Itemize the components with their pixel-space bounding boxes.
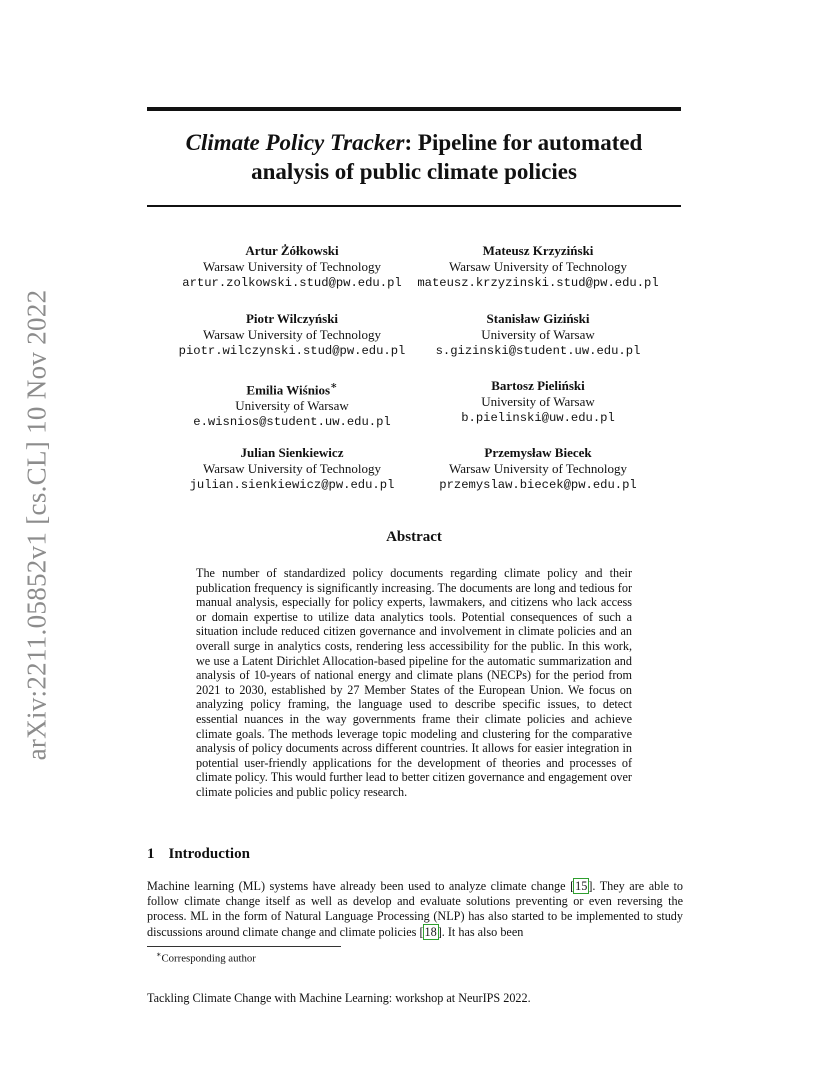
title-rest-line1: : Pipeline for automated — [404, 130, 643, 155]
author-email[interactable]: piotr.wilczynski.stud@pw.edu.pl — [178, 344, 406, 358]
section-title: Introduction — [168, 846, 250, 862]
venue-note: Tackling Climate Change with Machine Learning: workshop at NeurIPS 2022. — [147, 991, 531, 1005]
author-email[interactable]: s.gizinski@student.uw.edu.pl — [435, 344, 641, 358]
author-affiliation: University of Warsaw — [481, 394, 595, 409]
title-bottom-rule — [147, 205, 681, 207]
author-name: Julian Sienkiewicz — [240, 445, 344, 460]
footnote-marker: ∗ — [156, 950, 162, 959]
footnote-text: Corresponding author — [161, 952, 256, 965]
author-block — [388, 445, 688, 493]
section-heading — [147, 846, 250, 863]
intro-text-part: ]. It has also been — [437, 924, 524, 939]
intro-text-part: Machine learning (ML) systems have already been used to analyze climate change [ — [147, 879, 575, 893]
author-name: Przemysław Biecek — [484, 445, 592, 460]
title-top-rule — [147, 107, 681, 111]
abstract-heading: Abstract — [386, 529, 442, 545]
author-block — [388, 243, 688, 291]
author-name-text: Emilia Wiśnios — [246, 382, 331, 398]
author-email[interactable]: artur.zolkowski.stud@pw.edu.pl — [182, 276, 402, 290]
title-line2: analysis of public climate policies — [251, 159, 577, 184]
author-name: Mateusz Krzyziński — [482, 243, 594, 258]
citation-link[interactable]: 18 — [424, 924, 437, 939]
abstract-text: The number of standardized policy documents regarding climate policy and their publication frequency is significantly increasing. The documents are long and tedious for manual analysis, especially for policy experts, lawmakers, and citizens who lack access or domain expertise to utilize data analytics tools. Potential consequences of such a situation include reduced citizen governance and involvement in climate policies and an overall surge in analytics costs, rendering less accessibility for the public. In this work, we use a Latent Dirichlet Allocation-based pipeline for the automatic summarization and analysis of 10-years of national energy and climate plans (NECPs) for the period from 2021 to 2030, established by 27 Member States of the European Union. We focus on analyzing policy framing, the language used to describe specific issues, to detect essential nuances in the way governments frame their climate policies and achieve climate goals. The methods leverage topic modeling and clustering for the comparative analysis of policy documents across different countries. It allows for easier integration in potential user-friendly applications for the development of theories and processes of climate policy. This would further lead to better citizen governance and engagement over climate policies and public policy research. — [196, 566, 632, 799]
arxiv-identifier-stamp — [20, 290, 54, 760]
author-email[interactable]: b.pielinski@uw.edu.pl — [461, 411, 615, 425]
author-email[interactable]: julian.sienkiewicz@pw.edu.pl — [189, 478, 395, 492]
author-affiliation: Warsaw University of Technology — [203, 259, 381, 274]
author-affiliation: Warsaw University of Technology — [203, 327, 381, 342]
author-name: Artur Żółkowski — [245, 243, 339, 258]
title-italic-part: Climate Policy Tracker — [185, 130, 405, 155]
paper-title — [147, 128, 681, 186]
intro-paragraph — [147, 879, 683, 940]
footnote-rule — [147, 946, 341, 947]
arxiv-identifier-text: arXiv:2211.05852v1 [cs.CL] 10 Nov 2022 — [21, 289, 52, 761]
author-email[interactable]: przemyslaw.biecek@pw.edu.pl — [439, 478, 637, 492]
author-name: Piotr Wilczyński — [245, 311, 339, 326]
author-block — [388, 378, 688, 426]
citation-link[interactable]: 15 — [575, 879, 588, 893]
corresponding-author-marker: ∗ — [330, 380, 338, 392]
author-email[interactable]: e.wisnios@student.uw.edu.pl — [193, 415, 391, 430]
section-number: 1 — [147, 846, 155, 862]
footnote — [156, 950, 256, 965]
author-email[interactable]: mateusz.krzyzinski.stud@pw.edu.pl — [417, 276, 659, 290]
author-block — [388, 311, 688, 359]
intro-text-part: ]. They are able to follow climate change itself as well as develop and evaluate solutions preventing or even reversing the process. ML in the form of Natural Language Processing (NLP) has also started to be implemented to study discussions around climate change and climate policies [ — [147, 879, 683, 939]
author-affiliation: Warsaw University of Technology — [449, 461, 627, 476]
author-name: Bartosz Pieliński — [491, 378, 585, 393]
author-affiliation: Warsaw University of Technology — [203, 461, 381, 476]
author-affiliation: University of Warsaw — [235, 398, 349, 414]
author-affiliation: University of Warsaw — [481, 327, 595, 342]
author-affiliation: Warsaw University of Technology — [449, 259, 627, 274]
author-name: Stanisław Giziński — [486, 311, 590, 326]
